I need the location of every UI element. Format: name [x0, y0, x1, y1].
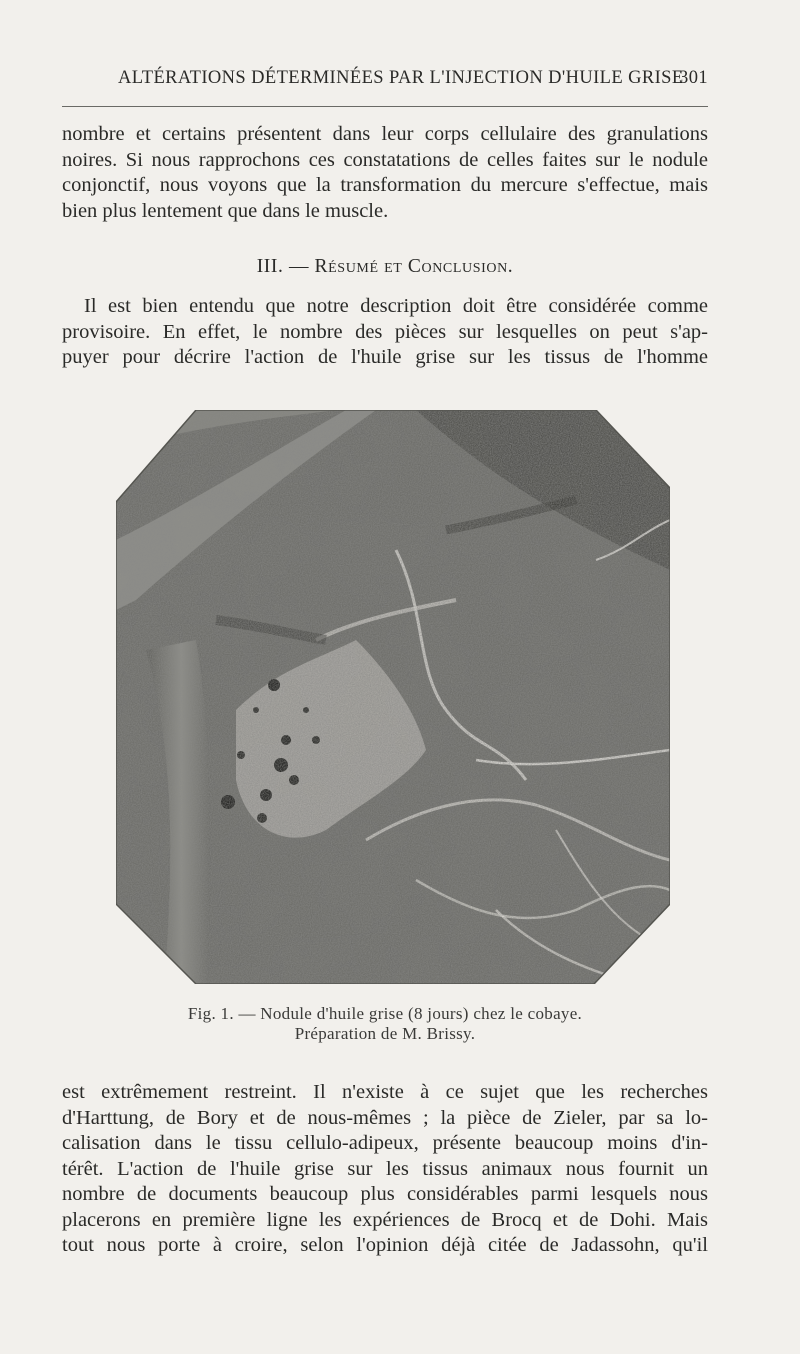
paragraph-main: [62, 1080, 708, 1259]
text-line: bien plus lentement que dans le muscle.: [62, 199, 389, 222]
page-number: 301: [679, 68, 708, 88]
header-rule: [62, 106, 708, 107]
text-line: provisoire. En effet, le nombre des pièces sur lesquelles on peut s'ap-: [62, 320, 708, 343]
text-line: placerons en première ligne les expériences de Brocq et de Dohi. Mais: [62, 1208, 708, 1231]
running-title: ALTÉRATIONS DÉTERMINÉES PAR L'INJECTION D'HUILE GRISE: [118, 68, 684, 88]
paragraph-intro: [62, 294, 708, 371]
text-line: nombre et certains présentent dans leur corps cellulaire des granulations: [62, 123, 708, 145]
text-line: nombre de documents beaucoup plus considérables parmi lesquels nous: [62, 1183, 708, 1205]
paragraph-continuation: [62, 122, 708, 224]
text-line: d'Harttung, de Bory et de nous-mêmes ; la pièce de Zieler, par sa lo-: [62, 1106, 708, 1129]
section-heading: [62, 256, 708, 278]
section-number: III. —: [256, 256, 310, 277]
text-line: noires. Si nous rapprochons ces constatations de celles faites sur le nodule: [62, 148, 708, 171]
section-title-a: Résumé: [314, 256, 379, 277]
section-title-b: Conclusion.: [407, 256, 514, 277]
text-line: Il est bien entendu que notre description doit être considérée comme: [84, 295, 708, 317]
figure-caption-line-1: Fig. 1. — Nodule d'huile grise (8 jours) chez le cobaye.: [187, 1004, 583, 1023]
micrograph-figure: [116, 410, 670, 984]
text-line: est extrêmement restreint. Il n'existe à ce sujet que les recherches: [62, 1081, 708, 1103]
section-title-conj: et: [384, 256, 403, 277]
text-line: térêt. L'action de l'huile grise sur les tissus animaux nous fournit un: [62, 1157, 708, 1180]
text-line: tout nous porte à croire, selon l'opinion déjà citée de Jadassohn, qu'il: [62, 1234, 708, 1256]
figure-caption-line-2: Préparation de M. Brissy.: [294, 1024, 476, 1043]
text-line: conjonctif, nous voyons que la transformation du mercure s'effectue, mais: [62, 174, 708, 196]
text-line: calisation dans le tissu cellulo-adipeux, présente beaucoup moins d'in-: [62, 1132, 708, 1154]
text-line: puyer pour décrire l'action de l'huile grise sur les tissus de l'homme: [62, 346, 708, 368]
micrograph-image: [116, 410, 670, 984]
running-head: [62, 66, 708, 96]
